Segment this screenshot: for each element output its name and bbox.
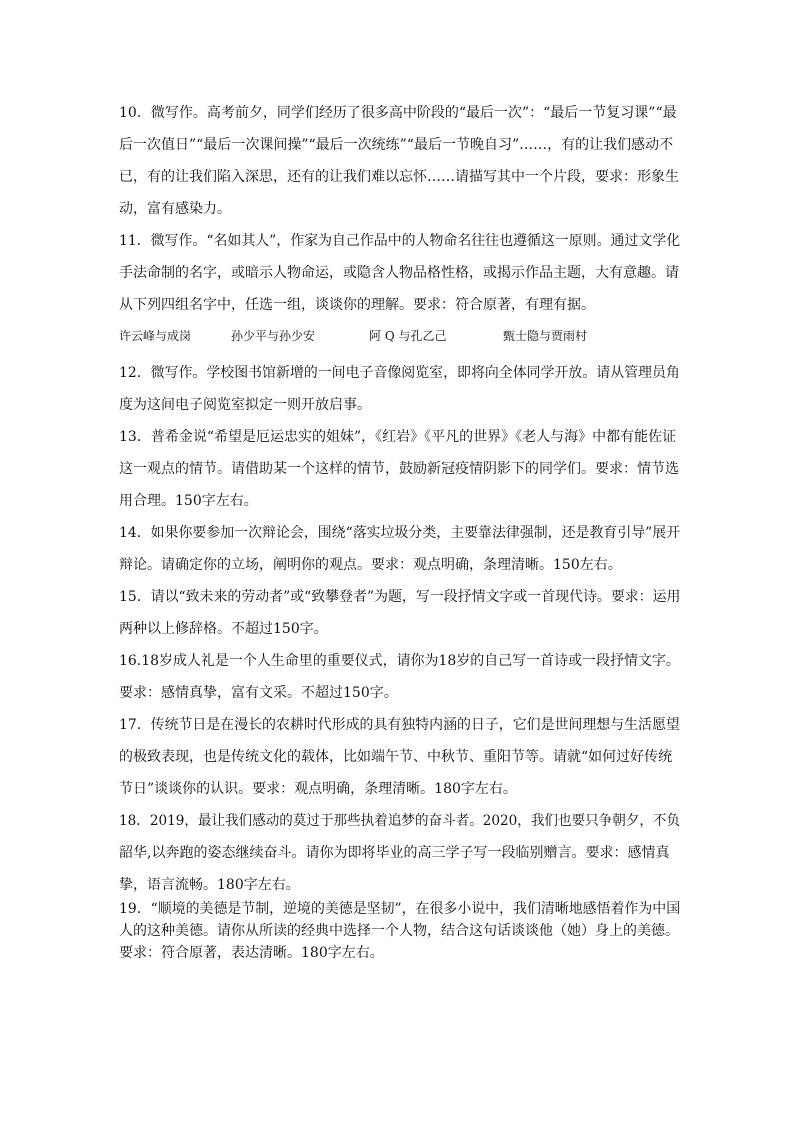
text-line: 后一次值日”“最后一次课间操”“最后一次统练”“最后一节晚自习”……，有的让我们感动不 [119, 137, 674, 153]
text-line: 13．普希金说“希望是厄运忠实的姐妹”，《红岩》《平凡的世界》《老人与海》中都有能佐证 [119, 429, 677, 445]
text-line: 度为这间电子阅览室拟定一则开放启事。 [119, 397, 371, 413]
text-line: 的极致表现，也是传统文化的载体，比如端午节、中秋节、重阳节等。请就“如何过好传统 [119, 749, 673, 765]
text-line: 手法命制的名字，或暗示人物命运，或隐含人物品格性格，或揭示作品主题，大有意趣。请 [119, 265, 679, 281]
text-line: 韶华,以奔跑的姿态继续奋斗。请你为即将毕业的高三学子写一段临别赠言。要求：感情真 [119, 845, 670, 861]
name-group: 孙少平与孙少安 [231, 329, 316, 343]
text-line: 18．2019，最让我们感动的莫过于那些执着追梦的奋斗者。2020，我们也要只争朝夕，不负 [119, 813, 681, 829]
text-line: 要求：感情真挚，富有文采。不超过150字。 [119, 685, 398, 701]
name-group: 许云峰与成岗 [119, 329, 192, 343]
name-group: 阿 Q 与孔乙己 [369, 329, 447, 343]
text-line: 从下列四组名字中，任选一组，谈谈你的理解。要求：符合原著，有理有据。 [119, 297, 595, 313]
text-line: 挚，语言流畅。180字左右。 [119, 877, 300, 893]
text-line: 15．请以“致未来的劳动者”或“致攀登者”为题，写一段抒情文字或一首现代诗。要求：运用 [119, 589, 681, 605]
text-line: 12．微写作。学校图书馆新增的一间电子音像阅览室，即将向全体同学开放。请从管理员角 [119, 365, 680, 381]
text-line: 人的这种美德。请你从所读的经典中选择一个人物，结合这句话谈谈他（她）身上的美德。 [119, 923, 679, 939]
text-line: 这一观点的情节。请借助某一个这样的情节，鼓励新冠疫情阴影下的同学们。要求：情节选 [119, 461, 679, 477]
name-group: 甄士隐与贾雨村 [503, 329, 588, 343]
text-line: 11．微写作。“名如其人”，作家为自己作品中的人物命名往往也遵循这一原则。通过文学化 [119, 233, 681, 249]
text-line: 已，有的让我们陷入深思，还有的让我们难以忘怀……请描写其中一个片段，要求：形象生 [119, 169, 679, 185]
text-line: 14．如果你要参加一次辩论会，围绕“落实垃圾分类，主要靠法律强制，还是教育引导”展开 [119, 525, 681, 541]
text-line: 节日”谈谈你的认识。要求：观点明确，条理清晰。180字左右。 [119, 781, 517, 797]
text-line: 19．“顺境的美德是节制，逆境的美德是坚韧”，在很多小说中，我们清晰地感悟着作为中国 [119, 901, 681, 917]
text-line: 10．微写作。高考前夕，同学们经历了很多高中阶段的“最后一次”：“最后一节复习课”“最 [119, 105, 677, 121]
text-line: 16.18岁成人礼是一个人生命里的重要仪式，请你为18岁的自己写一首诗或一段抒情文字。 [119, 653, 680, 669]
text-line: 动，富有感染力。 [119, 201, 231, 217]
text-line: 用合理。150字左右。 [119, 493, 258, 509]
text-line: 17．传统节日是在漫长的农耕时代形成的具有独特内涵的日子，它们是世间理想与生活愿望 [119, 717, 680, 733]
text-line: 两种以上修辞格。不超过150字。 [119, 621, 328, 637]
text-line: 要求：符合原著，表达清晰。180字左右。 [119, 945, 384, 961]
text-line: 辩论。请确定你的立场，阐明你的观点。要求：观点明确，条理清晰。150左右。 [119, 557, 622, 573]
